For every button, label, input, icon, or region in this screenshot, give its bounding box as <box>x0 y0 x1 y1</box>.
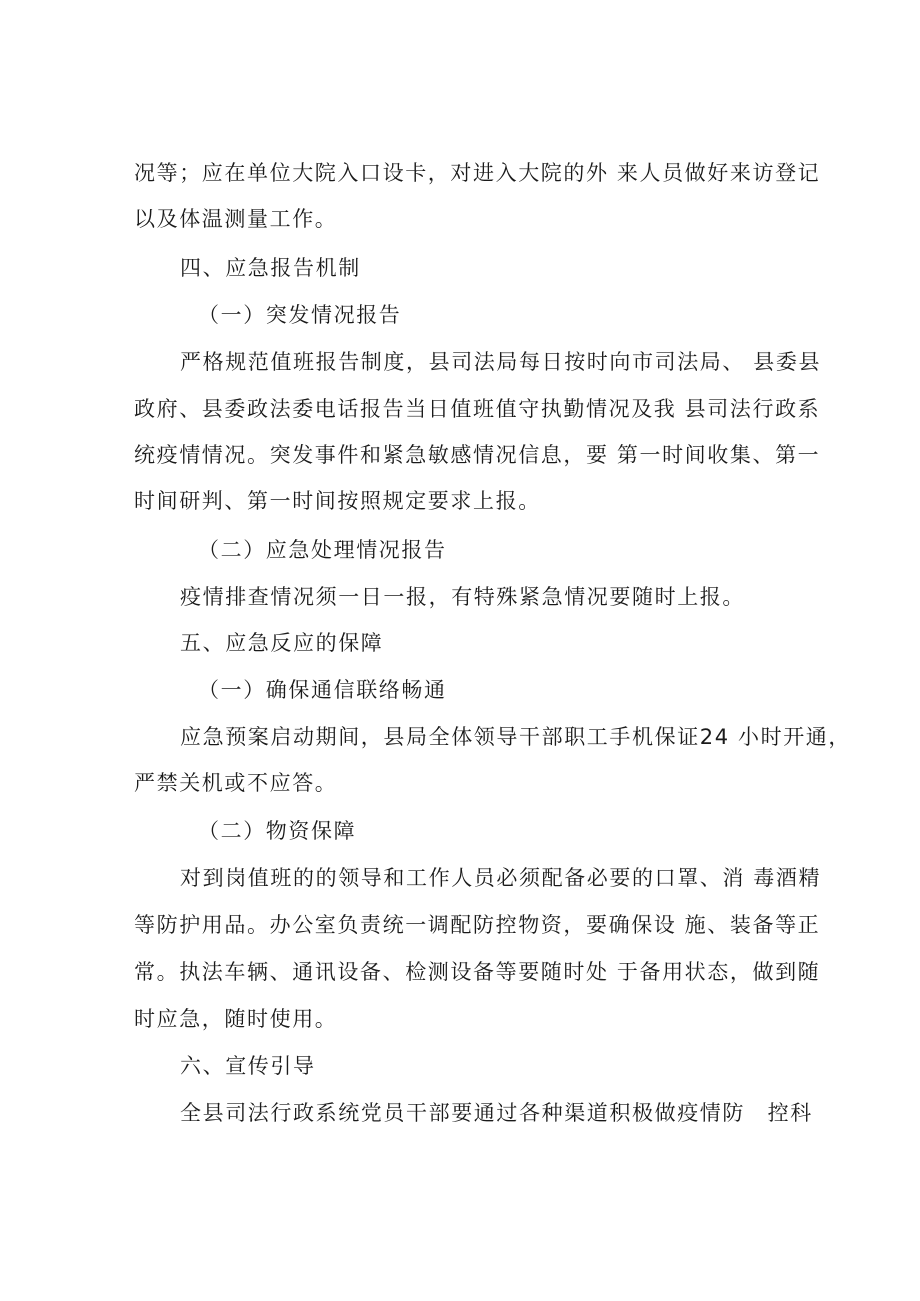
paragraph-line: 常。执法车辆、通讯设备、检测设备等要随时处 于备用状态，做到随 <box>134 960 821 984</box>
paragraph-line: 疫情排查情况须一日一报，有特殊紧急情况要随时上报。 <box>180 585 745 609</box>
subsection-heading: （二）应急处理情况报告 <box>198 538 447 562</box>
paragraph-line: 严格规范值班报告制度，县司法局每日按时向市司法局、 县委县 <box>180 350 822 374</box>
paragraph-line: 应急预案启动期间，县局全体领导干部职工手机保证24 小时开通， <box>180 725 851 749</box>
paragraph-line: 时应急，随时使用。 <box>134 1007 338 1031</box>
paragraph-line: 严禁关机或不应答。 <box>134 771 338 795</box>
paragraph-line: 统疫情情况。突发事件和紧急敏感情况信息，要 第一时间收集、第一 <box>134 443 821 467</box>
section-heading: 六、宣传引导 <box>180 1054 316 1078</box>
paragraph-line: 对到岗值班的的领导和工作人员必须配备必要的口罩、消 毒酒精 <box>180 866 822 890</box>
paragraph-line: 等防护用品。办公室负责统一调配防控物资，要确保设 施、装备等正 <box>134 913 821 937</box>
paragraph-line: 况等；应在单位大院入口设卡，对进入大院的外 来人员做好来访登记 <box>134 161 821 185</box>
section-heading: 五、应急反应的保障 <box>180 631 384 655</box>
section-heading: 四、应急报告机制 <box>180 256 361 280</box>
subsection-heading: （二）物资保障 <box>198 819 357 843</box>
subsection-heading: （一）突发情况报告 <box>198 303 402 327</box>
paragraph-line: 全县司法行政系统党员干部要通过各种渠道积极做疫情防 控科 <box>180 1101 813 1125</box>
subsection-heading: （一）确保通信联络畅通 <box>198 678 447 702</box>
paragraph-line: 时间研判、第一时间按照规定要求上报。 <box>134 489 541 513</box>
paragraph-line: 政府、县委政法委电话报告当日值班值守执勤情况及我 县司法行政系 <box>134 397 821 421</box>
paragraph-line: 以及体温测量工作。 <box>134 207 338 231</box>
